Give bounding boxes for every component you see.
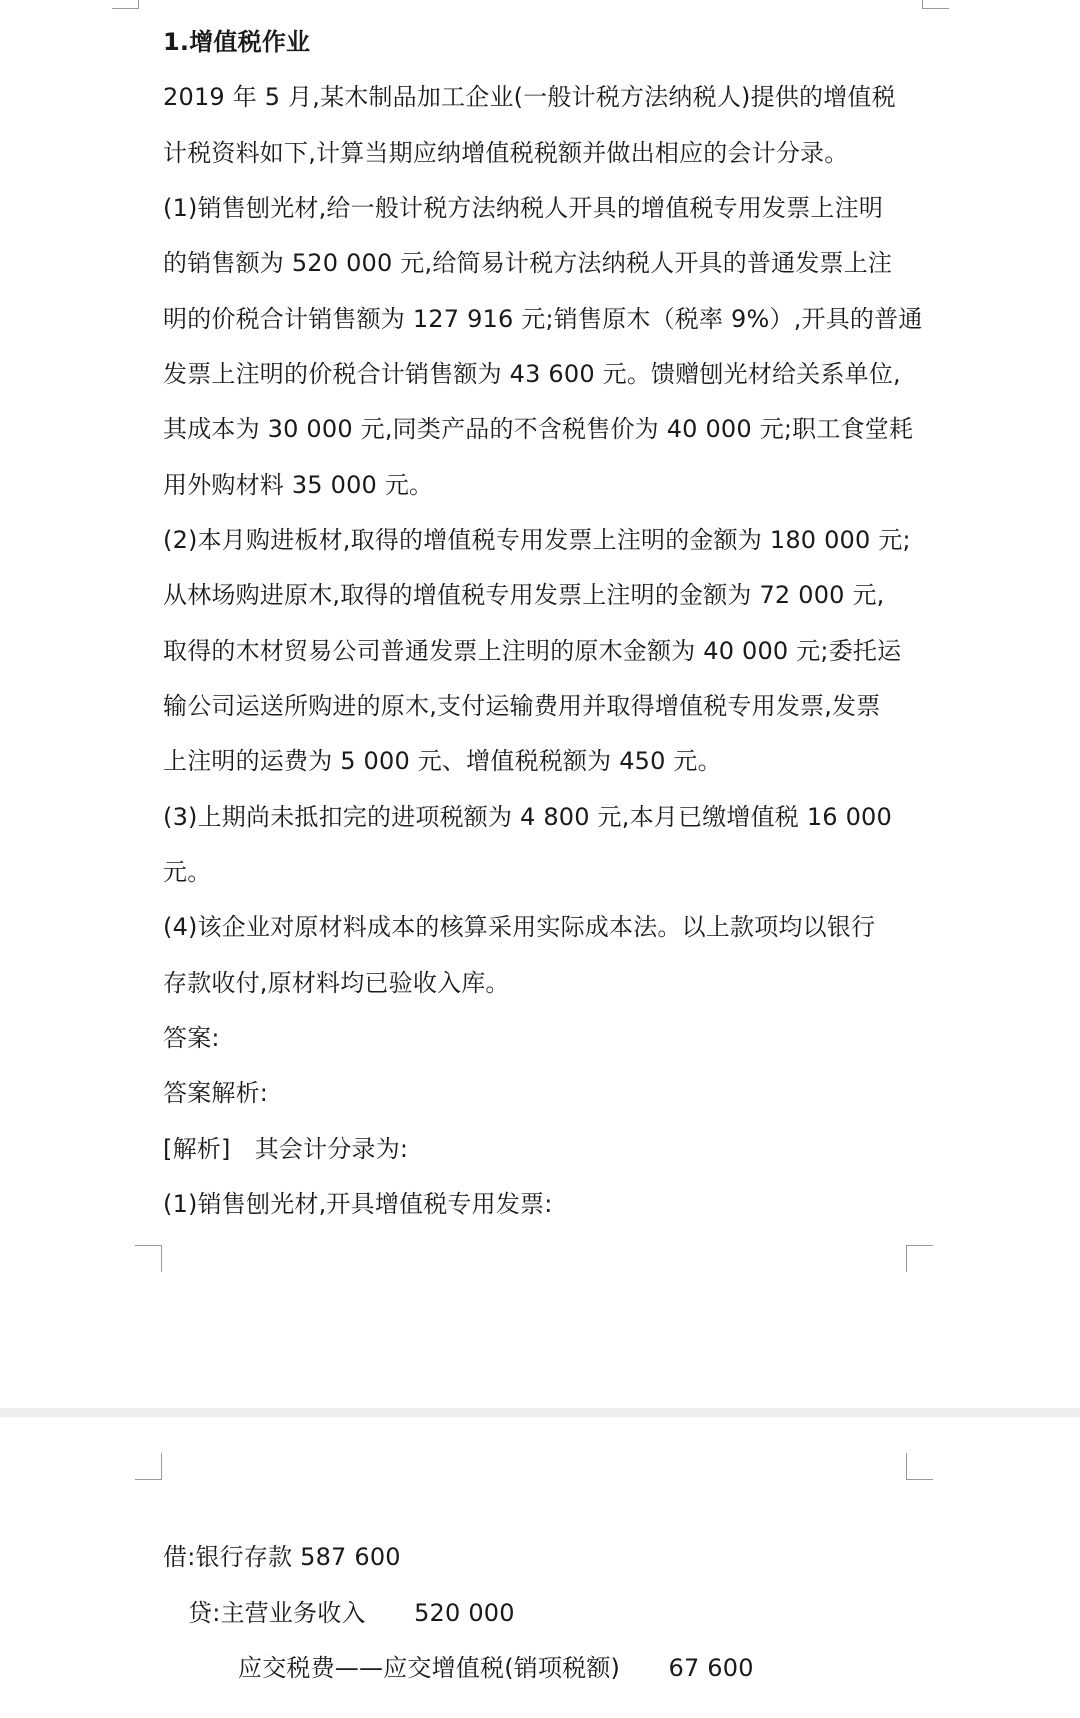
- answer-explanation-label: 答案解析:: [163, 1079, 269, 1107]
- document-page-2: [0, 1417, 1080, 1718]
- journal-entry-credit-tax: 应交税费——应交增值税(销项税额) 67 600: [238, 1654, 754, 1682]
- page-corner-mark: [906, 1453, 933, 1480]
- text-line: 计税资料如下,计算当期应纳增值税税额并做出相应的会计分录。: [163, 139, 849, 167]
- text-line: 存款收付,原材料均已验收入库。: [163, 969, 510, 997]
- text-line: 2019 年 5 月,某木制品加工企业(一般计税方法纳税人)提供的增值税: [163, 83, 896, 111]
- text-line: 取得的木材贸易公司普通发票上注明的原木金额为 40 000 元;委托运: [163, 637, 902, 665]
- analysis-heading: [解析] 其会计分录为:: [163, 1135, 409, 1163]
- journal-entry-credit: 贷:主营业务收入 520 000: [188, 1599, 515, 1627]
- page-corner-mark: [135, 1245, 162, 1272]
- page-corner-mark: [906, 1245, 933, 1272]
- page-corner-mark: [112, 0, 139, 9]
- text-line: (1)销售刨光材,开具增值税专用发票:: [163, 1190, 553, 1218]
- answer-label: 答案:: [163, 1024, 220, 1052]
- page-separator: [0, 1408, 1080, 1417]
- text-line: 的销售额为 520 000 元,给简易计税方法纳税人开具的普通发票上注: [163, 249, 893, 277]
- text-line: 元。: [163, 858, 212, 886]
- text-line: 输公司运送所购进的原木,支付运输费用并取得增值税专用发票,发票: [163, 692, 881, 720]
- text-line: (1)销售刨光材,给一般计税方法纳税人开具的增值税专用发票上注明: [163, 194, 884, 222]
- text-line: 明的价税合计销售额为 127 916 元;销售原木（税率 9%）,开具的普通: [163, 305, 923, 333]
- journal-entry-debit: 借:银行存款 587 600: [163, 1543, 401, 1571]
- text-line: 从林场购进原木,取得的增值税专用发票上注明的金额为 72 000 元,: [163, 581, 885, 609]
- text-line: (3)上期尚未抵扣完的进项税额为 4 800 元,本月已缴增值税 16 000: [163, 803, 892, 831]
- page-corner-mark: [135, 1453, 162, 1480]
- section-title: 1.增值税作业: [163, 28, 311, 56]
- page-corner-mark: [922, 0, 949, 9]
- text-line: 上注明的运费为 5 000 元、增值税税额为 450 元。: [163, 747, 722, 775]
- text-line: (4)该企业对原材料成本的核算采用实际成本法。以上款项均以银行: [163, 913, 876, 941]
- text-line: (2)本月购进板材,取得的增值税专用发票上注明的金额为 180 000 元;: [163, 526, 911, 554]
- text-line: 用外购材料 35 000 元。: [163, 471, 434, 499]
- text-line: 发票上注明的价税合计销售额为 43 600 元。馈赠刨光材给关系单位,: [163, 360, 901, 388]
- text-line: 其成本为 30 000 元,同类产品的不含税售价为 40 000 元;职工食堂耗: [163, 415, 914, 443]
